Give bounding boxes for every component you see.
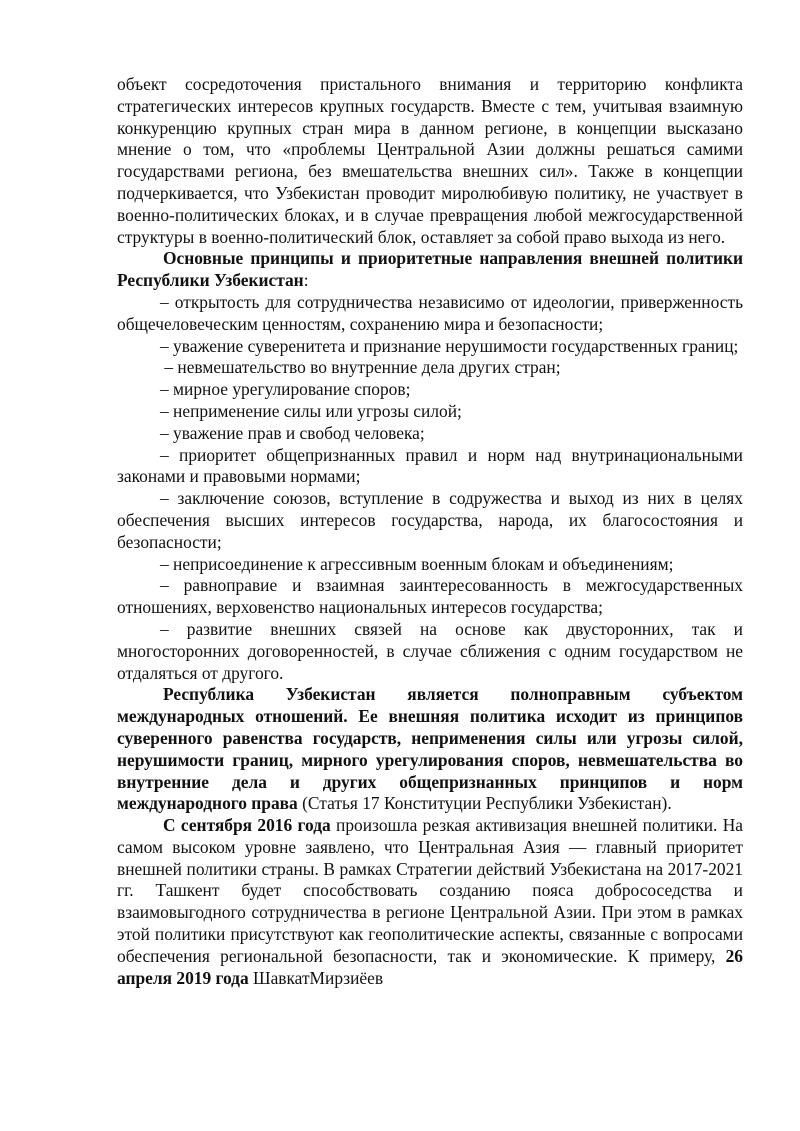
principle-item: – невмешательство во внутренние дела других стран; (160, 357, 561, 378)
principle-item: – уважение суверенитета и признание нерушимости государственных границ; (160, 335, 739, 356)
since-2016-bold: С сентября 2016 года (163, 815, 331, 836)
constitution-reference: (Статья 17 Конституции Республики Узбекистан). (297, 793, 672, 814)
principle-item: – заключение союзов, вступление в содружества и выход из них в целях обеспечения высших интересов государства, народа, их благосостояния и безопасности; (117, 488, 743, 552)
since-2016-text: произошла резкая активизация внешней политики. На самом высоком уровне заявлено, что Центральная Азия — главный приоритет внешней политики страны. В рамках Стратегии действий Узбекистана на 2017-2021 гг. Ташкент будет способствовать созданию пояса добрососедства и взаимовыгодного сотрудничества в регионе Центральной Азии. При этом в рамках этой политики присутствуют как геополитические аспекты, связанные с вопросами обеспечения региональной безопасности, так и экономические. К примеру, (117, 815, 744, 966)
principles-heading (117, 248, 743, 292)
constitution-paragraph (117, 684, 743, 815)
principle-item: – уважение прав и свобод человека; (160, 422, 425, 443)
principles-heading-colon: : (303, 270, 309, 291)
since-2016-tail: ШавкатМирзиёев (248, 967, 384, 988)
constitution-bold-text: Республика Узбекистан является полноправным субъектом международных отношений. Ее внешняя политика исходит из принципов суверенного равенства государств, неприменения силы или угрозы силой, нерушимости границ, мирного урегулирования споров, невмешательства во внутренние дела и других общепризнанных принципов и норм международного права (117, 684, 743, 814)
intro-paragraph: объект сосредоточения пристального внимания и территорию конфликта стратегических интересов крупных государств. Вместе с тем, учитывая взаимную конкуренцию крупных стран мира в данном регионе, в концепции высказано мнение о том, что «проблемы Центральной Азии должны решаться самими государствами региона, без вмешательства внешних сил». Также в концепции подчеркивается, что Узбекистан проводит миролюбивую политику, не участвует в военно-политических блоках, и в случае превращения любой межгосударственной структуры в военно-политический блок, оставляет за собой право выхода из него. (117, 74, 743, 247)
principle-item: – мирное урегулирование споров; (160, 379, 411, 400)
document-page (117, 74, 743, 989)
since-2016-paragraph (117, 815, 743, 989)
principles-heading-bold: Основные принципы и приоритетные направления внешней политики Республики Узбекистан (117, 248, 743, 291)
date-bold: 26 апреля 2019 года (117, 945, 743, 988)
principle-item: – равноправие и взаимная заинтересованность в межгосударственных отношениях, верховенство национальных интересов государства; (117, 575, 743, 618)
principle-item: – приоритет общепризнанных правил и норм над внутринациональными законами и правовыми нормами; (117, 444, 743, 487)
principle-item: – открытость для сотрудничества независимо от идеологии, приверженность общечеловеческим ценностям, сохранению мира и безопасности; (117, 291, 743, 334)
principle-item: – неприменение силы или угрозы силой; (160, 400, 462, 421)
principle-item: – развитие внешних связей на основе как двусторонних, так и многосторонних договоренностей, в случае сближения с одним государством не отдаляться от другого. (117, 618, 743, 683)
principle-item: – неприсоединение к агрессивным военным блокам и объединениям; (160, 553, 674, 574)
